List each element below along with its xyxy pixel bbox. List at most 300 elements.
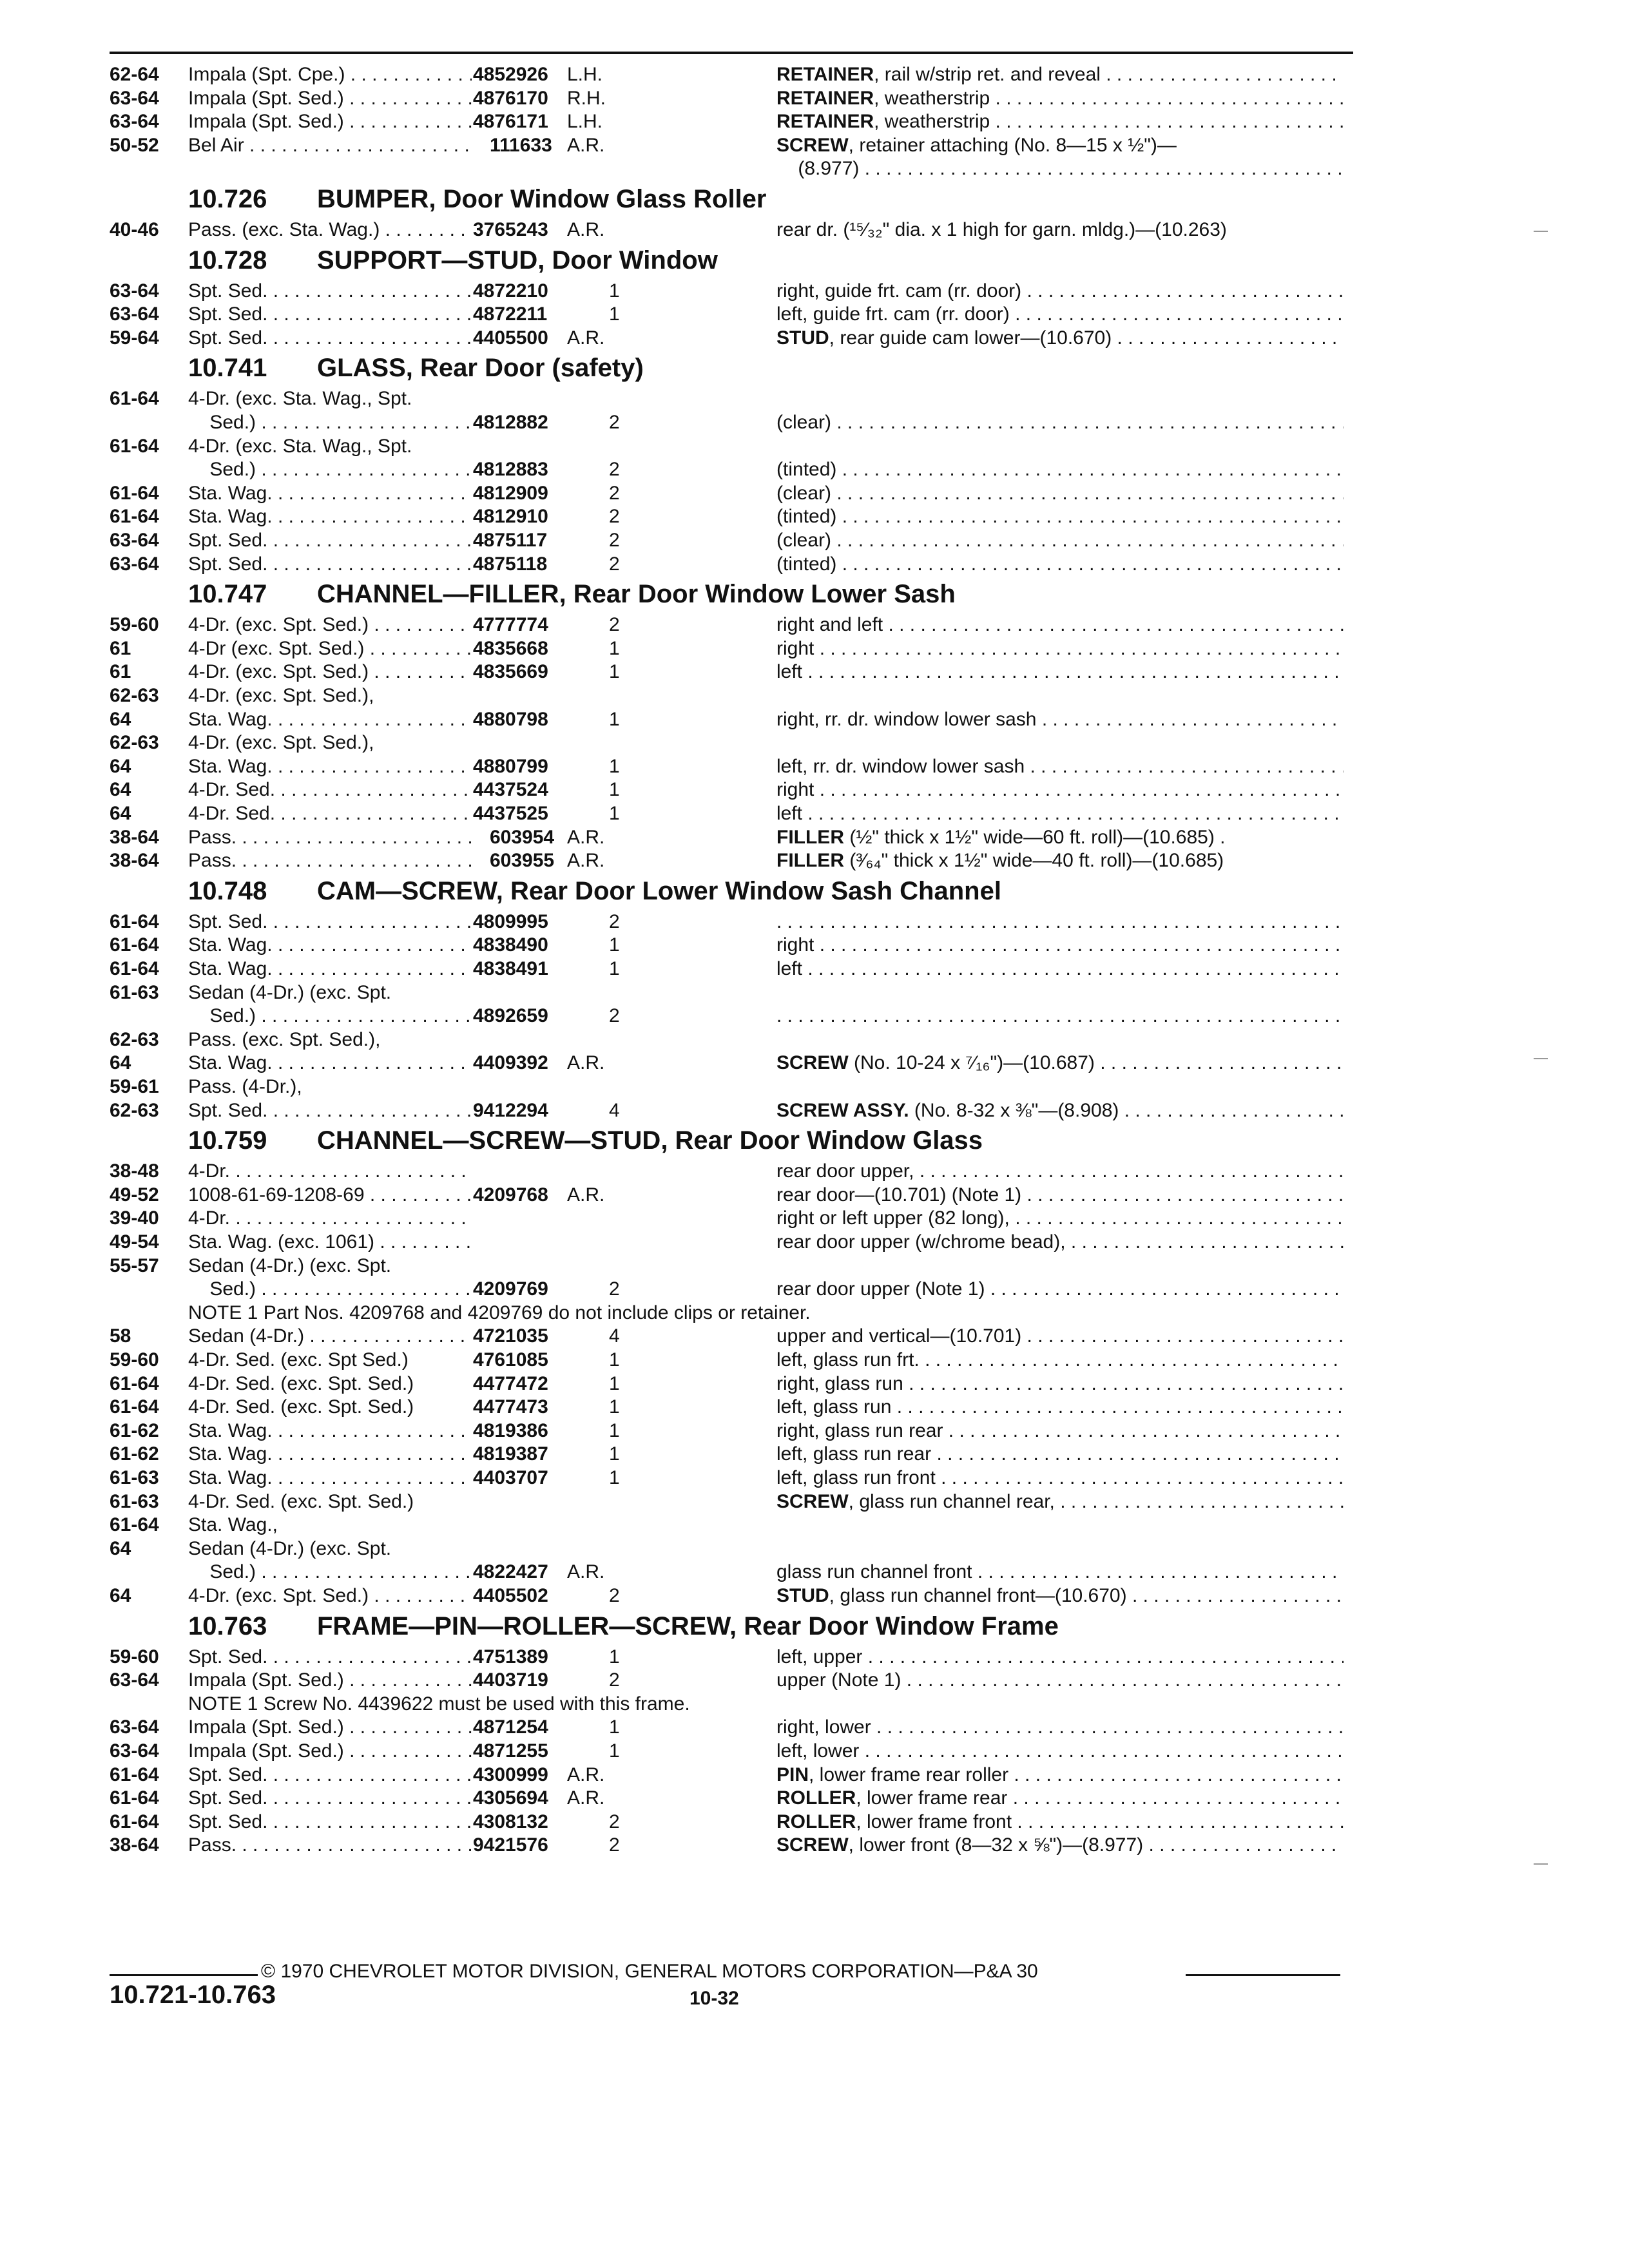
part-description: SCREW, retainer attaching (No. 8—15 x ½")— xyxy=(776,134,1177,156)
section-heading xyxy=(188,1611,1059,1642)
model-description: 4-Dr. Sed. (exc. Spt. Sed.) xyxy=(188,1396,414,1418)
section-number: 10.763 xyxy=(188,1611,267,1640)
table-row xyxy=(0,1231,1629,1254)
model-year: 61-62 xyxy=(110,1443,159,1465)
part-description: PIN, lower frame rear roller . . . xyxy=(776,1763,1344,1787)
part-number: 4437524 xyxy=(473,779,548,801)
model-year: 59-60 xyxy=(110,614,159,636)
part-description: rear dr. (¹⁵⁄₃₂" dia. x 1 high for garn. mldg.)—(10.263) xyxy=(776,219,1227,240)
table-row xyxy=(0,435,1629,458)
table-row xyxy=(0,553,1629,576)
part-number: 4405500 xyxy=(473,327,548,349)
part-number: 4477473 xyxy=(473,1396,548,1418)
part-description: RETAINER, weatherstrip . . . xyxy=(776,110,1344,133)
table-row xyxy=(0,1099,1629,1122)
table-row xyxy=(0,1325,1629,1348)
model-description: Sta. Wag. . . . xyxy=(188,1419,472,1443)
part-description: STUD, rear guide cam lower—(10.670) . . . xyxy=(776,327,1344,350)
model-year: 62-63 xyxy=(110,685,159,706)
table-row xyxy=(0,411,1629,434)
model-year: 61 xyxy=(110,661,131,683)
table-row xyxy=(0,637,1629,660)
table-row xyxy=(0,1028,1629,1052)
model-year: 39-40 xyxy=(110,1207,159,1229)
page-number: 10-32 xyxy=(689,1988,739,2009)
quantity: 2 xyxy=(609,1669,620,1691)
section-number: 10.747 xyxy=(188,580,267,609)
part-description: right, glass run rear . . . xyxy=(776,1419,1344,1443)
part-number: 3765243 xyxy=(473,219,548,240)
quantity: L.H. xyxy=(567,64,603,85)
part-number: 4852926 xyxy=(473,64,548,85)
section-title: CHANNEL—FILLER, Rear Door Window Lower Sash xyxy=(317,580,956,609)
model-year: 61-63 xyxy=(110,1490,159,1512)
quantity: 1 xyxy=(609,755,620,777)
part-number: 4835669 xyxy=(473,661,548,683)
copyright-text: © 1970 CHEVROLET MOTOR DIVISION, GENERAL MOTORS CORPORATION—P&A 30 xyxy=(261,1961,1038,1982)
part-description: left . . . xyxy=(776,660,1344,684)
quantity: A.R. xyxy=(567,1763,605,1785)
model-description: Sedan (4-Dr.) . . . xyxy=(188,1325,472,1348)
model-description: 4-Dr. (exc. Spt. Sed.) . . . xyxy=(188,613,472,637)
part-description: rear door upper (Note 1) . . . xyxy=(776,1278,1344,1301)
quantity: 2 xyxy=(609,1278,620,1300)
model-description: 4-Dr. . . . xyxy=(188,1207,472,1230)
model-description: 4-Dr. Sed. (exc. Spt. Sed.) xyxy=(188,1372,414,1394)
model-year: 64 xyxy=(110,1585,131,1606)
quantity: A.R. xyxy=(567,327,605,349)
table-row xyxy=(0,1763,1629,1787)
table-row xyxy=(0,1372,1629,1396)
part-description: SCREW (No. 10-24 x ⁷⁄₁₆")—(10.687) . . . xyxy=(776,1052,1344,1075)
model-year: 38-64 xyxy=(110,1834,159,1856)
part-number: 4812883 xyxy=(473,459,548,481)
quantity: A.R. xyxy=(567,1561,605,1583)
table-row xyxy=(0,755,1629,778)
part-number: 4892659 xyxy=(473,1005,548,1027)
model-description: 4-Dr. Sed. . . . xyxy=(188,778,472,802)
table-row xyxy=(0,218,1629,242)
model-description: 1008-61-69-1208-69 . . . xyxy=(188,1184,472,1207)
section-title: GLASS, Rear Door (safety) xyxy=(317,354,644,383)
section-heading xyxy=(188,579,956,610)
model-year: 49-52 xyxy=(110,1184,159,1206)
part-description: right and left . . . xyxy=(776,613,1344,637)
quantity: 1 xyxy=(609,1740,620,1762)
model-description: Spt. Sed. . . . xyxy=(188,280,472,303)
table-row xyxy=(0,1646,1629,1669)
model-description: Sta. Wag. . . . xyxy=(188,755,472,778)
model-description: Spt. Sed. . . . xyxy=(188,1646,472,1669)
part-number: 4403719 xyxy=(473,1669,548,1691)
note-text: NOTE 1 Screw No. 4439622 must be used with this frame. xyxy=(188,1693,690,1715)
table-row xyxy=(0,1396,1629,1419)
model-year: 61-63 xyxy=(110,1467,159,1488)
table-row xyxy=(0,934,1629,957)
table-row xyxy=(0,1207,1629,1230)
part-number: 4880798 xyxy=(473,708,548,730)
table-row xyxy=(0,1669,1629,1692)
table-row xyxy=(0,1278,1629,1301)
part-number: 4777774 xyxy=(473,614,548,636)
table-row xyxy=(0,1004,1629,1028)
model-year: 61-64 xyxy=(110,1514,159,1536)
part-number: 4437525 xyxy=(473,803,548,824)
section-range: 10.721-10.763 xyxy=(110,1981,276,2009)
model-year: 62-63 xyxy=(110,1099,159,1121)
model-year: 61-64 xyxy=(110,1763,159,1785)
model-description: 4-Dr. (exc. Spt. Sed.) . . . xyxy=(188,1584,472,1608)
part-description: (tinted) . . . xyxy=(776,553,1344,576)
part-description: RETAINER, rail w/strip ret. and reveal . . . xyxy=(776,63,1344,86)
part-description xyxy=(776,1004,1344,1028)
part-number: 4308132 xyxy=(473,1811,548,1832)
part-number: 4209768 xyxy=(473,1184,548,1206)
quantity: 2 xyxy=(609,910,620,932)
model-description: Sta. Wag. . . . xyxy=(188,957,472,981)
quantity: 1 xyxy=(609,708,620,730)
model-year: 59-60 xyxy=(110,1646,159,1667)
quantity: R.H. xyxy=(567,87,606,109)
quantity: A.R. xyxy=(567,134,605,156)
section-heading xyxy=(188,184,766,215)
part-description: FILLER (³⁄₆₄" thick x 1½" wide—40 ft. roll)—(10.685) xyxy=(776,850,1224,872)
section-title: CHANNEL—SCREW—STUD, Rear Door Window Glass xyxy=(317,1126,983,1155)
quantity: 1 xyxy=(609,303,620,325)
model-year: 38-64 xyxy=(110,850,159,872)
table-row xyxy=(0,1349,1629,1372)
table-row xyxy=(0,1514,1629,1537)
table-row xyxy=(0,849,1629,872)
model-year: 61-64 xyxy=(110,482,159,504)
section-number: 10.741 xyxy=(188,354,267,383)
table-row xyxy=(0,87,1629,110)
part-description: right . . . xyxy=(776,778,1344,802)
model-description: Sed.) . . . xyxy=(188,1278,472,1301)
section-title: FRAME—PIN—ROLLER—SCREW, Rear Door Window Frame xyxy=(317,1611,1059,1640)
model-year: 63-64 xyxy=(110,87,159,109)
part-description: upper and vertical—(10.701) . . . xyxy=(776,1325,1344,1348)
model-description: 4-Dr. (exc. Spt. Sed.), xyxy=(188,732,374,754)
part-number: 4721035 xyxy=(473,1325,548,1347)
model-year: 61 xyxy=(110,637,131,659)
table-row xyxy=(0,1740,1629,1763)
part-number: 4477472 xyxy=(473,1372,548,1394)
part-description: left, guide frt. cam (rr. door) . . . xyxy=(776,303,1344,326)
table-row xyxy=(0,1716,1629,1739)
part-description xyxy=(776,910,1344,934)
part-number: 4871254 xyxy=(473,1716,548,1738)
quantity: 2 xyxy=(609,1834,620,1856)
section-number: 10.748 xyxy=(188,876,267,905)
table-row xyxy=(0,1490,1629,1514)
part-number: 4409392 xyxy=(473,1052,548,1074)
table-row xyxy=(0,802,1629,825)
part-description: ROLLER, lower frame rear . . . xyxy=(776,1787,1344,1810)
model-year: 38-64 xyxy=(110,826,159,848)
model-description: Sedan (4-Dr.) (exc. Spt. xyxy=(188,981,392,1003)
part-number: 4812882 xyxy=(473,412,548,433)
part-description: rear door—(10.701) (Note 1) . . . xyxy=(776,1184,1344,1207)
model-description: Spt. Sed. . . . xyxy=(188,1811,472,1834)
part-description: SCREW, glass run channel rear, . . . xyxy=(776,1490,1344,1514)
model-year: 63-64 xyxy=(110,1716,159,1738)
model-description: Spt. Sed. . . . xyxy=(188,529,472,552)
quantity: 2 xyxy=(609,1585,620,1606)
part-description: SCREW ASSY. (No. 8-32 x ⅜"—(8.908) . . . xyxy=(776,1099,1344,1122)
model-year: 62-63 xyxy=(110,1028,159,1050)
model-description: Sta. Wag. . . . xyxy=(188,934,472,957)
model-year: 64 xyxy=(110,708,131,730)
model-year: 62-63 xyxy=(110,732,159,754)
part-number: 111633 xyxy=(490,134,552,156)
model-description: 4-Dr. (exc. Sta. Wag., Spt. xyxy=(188,435,412,457)
section-heading xyxy=(188,245,718,276)
part-description: rear door upper, . . . xyxy=(776,1160,1344,1183)
model-description: Sta. Wag. . . . xyxy=(188,708,472,731)
quantity: 2 xyxy=(609,506,620,528)
part-number: 603954 xyxy=(490,826,555,848)
model-year: 55-57 xyxy=(110,1254,159,1276)
part-description: SCREW, lower front (8—32 x ⅝")—(8.977) . . . xyxy=(776,1834,1344,1857)
model-description: Sedan (4-Dr.) (exc. Spt. xyxy=(188,1254,392,1276)
model-description: 4-Dr. (exc. Spt. Sed.) . . . xyxy=(188,660,472,684)
part-description: left, glass run front . . . xyxy=(776,1466,1344,1490)
model-description: Pass. . . . xyxy=(188,826,472,849)
quantity: 1 xyxy=(609,1443,620,1465)
part-number: 9412294 xyxy=(473,1099,548,1121)
table-row xyxy=(0,1466,1629,1490)
section-title: SUPPORT—STUD, Door Window xyxy=(317,245,718,274)
table-row xyxy=(0,1254,1629,1278)
model-description: Impala (Spt. Sed.) . . . xyxy=(188,110,472,133)
quantity: 1 xyxy=(609,958,620,979)
part-description: rear door upper (w/chrome bead), . . . xyxy=(776,1231,1344,1254)
part-number: 4812909 xyxy=(473,482,548,504)
quantity: 1 xyxy=(609,1716,620,1738)
model-year: 64 xyxy=(110,779,131,801)
model-year: 61-64 xyxy=(110,506,159,528)
part-description: left, glass run rear . . . xyxy=(776,1443,1344,1466)
model-year: 61-64 xyxy=(110,958,159,979)
model-description: Impala (Spt. Sed.) . . . xyxy=(188,87,472,110)
model-year: 62-64 xyxy=(110,64,159,85)
part-description: left, lower . . . xyxy=(776,1740,1344,1763)
model-description: 4-Dr (exc. Spt. Sed.) . . . xyxy=(188,637,472,660)
margin-mark xyxy=(1534,1863,1548,1865)
model-description: Sta. Wag. . . . xyxy=(188,482,472,505)
table-row xyxy=(0,1561,1629,1584)
part-number: 4405502 xyxy=(473,1585,548,1606)
part-number: 4835668 xyxy=(473,637,548,659)
table-row xyxy=(0,280,1629,303)
quantity: 2 xyxy=(609,614,620,636)
model-year: 49-54 xyxy=(110,1231,159,1253)
part-number: 4872211 xyxy=(473,303,548,325)
table-row xyxy=(0,910,1629,934)
model-description: Sta. Wag. (exc. 1061) . . . xyxy=(188,1231,472,1254)
quantity: 2 xyxy=(609,482,620,504)
part-number: 4300999 xyxy=(473,1763,548,1785)
model-description: Spt. Sed. . . . xyxy=(188,1763,472,1787)
quantity: 1 xyxy=(609,1396,620,1418)
model-year: 63-64 xyxy=(110,530,159,551)
section-number: 10.728 xyxy=(188,245,267,274)
part-description: right or left upper (82 long), . . . xyxy=(776,1207,1344,1230)
part-number: 603955 xyxy=(490,850,555,872)
model-year: 59-61 xyxy=(110,1076,159,1097)
part-description: left, glass run . . . xyxy=(776,1396,1344,1419)
model-description: Spt. Sed. . . . xyxy=(188,910,472,934)
quantity: 2 xyxy=(609,1811,620,1832)
part-description: right, lower . . . xyxy=(776,1716,1344,1739)
section-title: BUMPER, Door Window Glass Roller xyxy=(317,185,767,213)
model-description: Pass. . . . xyxy=(188,1834,472,1857)
part-description: right . . . xyxy=(776,637,1344,660)
quantity: A.R. xyxy=(567,219,605,240)
table-row xyxy=(0,63,1629,86)
part-description: upper (Note 1) . . . xyxy=(776,1669,1344,1692)
model-description: Spt. Sed. . . . xyxy=(188,327,472,350)
model-description: Sed.) . . . xyxy=(188,1004,472,1028)
part-number: 4875118 xyxy=(473,553,548,575)
table-row xyxy=(0,613,1629,637)
model-year: 61-64 xyxy=(110,934,159,956)
quantity: L.H. xyxy=(567,111,603,133)
model-description: Impala (Spt. Sed.) . . . xyxy=(188,1669,472,1692)
quantity: 1 xyxy=(609,779,620,801)
quantity: 2 xyxy=(609,553,620,575)
table-row xyxy=(0,1834,1629,1857)
model-description: Sed.) . . . xyxy=(188,458,472,481)
model-year: 61-64 xyxy=(110,1372,159,1394)
model-year: 61-64 xyxy=(110,1396,159,1418)
margin-mark xyxy=(1534,1058,1548,1059)
model-description: Bel Air . . . xyxy=(188,134,472,157)
model-description: Pass. (exc. Spt. Sed.), xyxy=(188,1028,381,1050)
part-number: 4880799 xyxy=(473,755,548,777)
model-description: Spt. Sed. . . . xyxy=(188,1787,472,1810)
table-row xyxy=(0,684,1629,707)
quantity: A.R. xyxy=(567,1052,605,1074)
model-description: Impala (Spt. Cpe.) . . . xyxy=(188,63,472,86)
model-year: 59-64 xyxy=(110,327,159,349)
table-row xyxy=(0,1184,1629,1207)
model-description: Sta. Wag. . . . xyxy=(188,1443,472,1466)
table-row xyxy=(0,1443,1629,1466)
model-year: 63-64 xyxy=(110,111,159,133)
part-description: FILLER (½" thick x 1½" wide—60 ft. roll)—(10.685) . xyxy=(776,826,1226,848)
model-description: 4-Dr. Sed. . . . xyxy=(188,802,472,825)
table-row xyxy=(0,505,1629,528)
table-row xyxy=(0,303,1629,326)
part-number: 4838491 xyxy=(473,958,548,979)
quantity: 2 xyxy=(609,459,620,481)
model-year: 64 xyxy=(110,1052,131,1074)
model-year: 61-64 xyxy=(110,435,159,457)
part-number: 4761085 xyxy=(473,1349,548,1370)
table-row xyxy=(0,1537,1629,1561)
part-description: (clear) . . . xyxy=(776,482,1344,505)
quantity: 2 xyxy=(609,412,620,433)
model-description: Spt. Sed. . . . xyxy=(188,1099,472,1122)
part-description: STUD, glass run channel front—(10.670) . . . xyxy=(776,1584,1344,1608)
model-description: Impala (Spt. Sed.) . . . xyxy=(188,1740,472,1763)
part-number: 4838490 xyxy=(473,934,548,956)
table-row xyxy=(0,708,1629,731)
model-description: 4-Dr. (exc. Sta. Wag., Spt. xyxy=(188,388,412,410)
part-description: (tinted) . . . xyxy=(776,458,1344,481)
table-row xyxy=(0,826,1629,849)
part-description: right . . . xyxy=(776,934,1344,957)
part-number: 9421576 xyxy=(473,1834,548,1856)
table-row xyxy=(0,1787,1629,1810)
table-row xyxy=(0,660,1629,684)
model-description: Impala (Spt. Sed.) . . . xyxy=(188,1716,472,1739)
model-year: 61-64 xyxy=(110,1811,159,1832)
section-heading xyxy=(188,352,644,383)
model-description: Sta. Wag., xyxy=(188,1514,278,1536)
part-number: 4875117 xyxy=(473,530,548,551)
table-row xyxy=(0,458,1629,481)
model-year: 61-64 xyxy=(110,388,159,410)
quantity: 1 xyxy=(609,934,620,956)
part-number: 4872210 xyxy=(473,280,548,302)
table-row xyxy=(0,1075,1629,1099)
section-number: 10.759 xyxy=(188,1126,267,1155)
model-year: 64 xyxy=(110,755,131,777)
margin-mark xyxy=(1534,231,1548,232)
part-description: right, rr. dr. window lower sash . . . xyxy=(776,708,1344,731)
part-description: right, guide frt. cam (rr. door) . . . xyxy=(776,280,1344,303)
model-description: Spt. Sed. . . . xyxy=(188,553,472,576)
quantity: 2 xyxy=(609,530,620,551)
model-year: 61-64 xyxy=(110,910,159,932)
part-number: 4876170 xyxy=(473,87,548,109)
quantity: 1 xyxy=(609,1467,620,1488)
model-year: 61-63 xyxy=(110,981,159,1003)
model-description: Sed.) . . . xyxy=(188,1561,472,1584)
table-row xyxy=(0,1419,1629,1443)
part-description: (tinted) . . . xyxy=(776,505,1344,528)
model-description: Spt. Sed. . . . xyxy=(188,303,472,326)
model-year: 63-64 xyxy=(110,1740,159,1762)
part-description: right, glass run . . . xyxy=(776,1372,1344,1396)
table-row xyxy=(0,110,1629,133)
model-description: 4-Dr. Sed. (exc. Spt. Sed.) xyxy=(188,1490,414,1512)
model-year: 40-46 xyxy=(110,219,159,240)
table-row xyxy=(0,157,1629,180)
quantity: 2 xyxy=(609,1005,620,1027)
table-row xyxy=(0,1160,1629,1183)
note-text: NOTE 1 Part Nos. 4209768 and 4209769 do not include clips or retainer. xyxy=(188,1302,811,1323)
model-year: 64 xyxy=(110,803,131,824)
part-description: RETAINER, weatherstrip . . . xyxy=(776,87,1344,110)
table-row xyxy=(0,778,1629,802)
table-row xyxy=(0,387,1629,410)
model-description: Pass. (exc. Sta. Wag.) . . . xyxy=(188,218,472,242)
part-number: 4812910 xyxy=(473,506,548,528)
part-description: left . . . xyxy=(776,802,1344,825)
part-number: 4403707 xyxy=(473,1467,548,1488)
model-year: 59-60 xyxy=(110,1349,159,1370)
model-year: 58 xyxy=(110,1325,131,1347)
quantity: 1 xyxy=(609,661,620,683)
part-description: (clear) . . . xyxy=(776,529,1344,552)
model-year: 63-64 xyxy=(110,280,159,302)
model-description: Pass. . . . xyxy=(188,849,472,872)
table-row xyxy=(0,1584,1629,1608)
